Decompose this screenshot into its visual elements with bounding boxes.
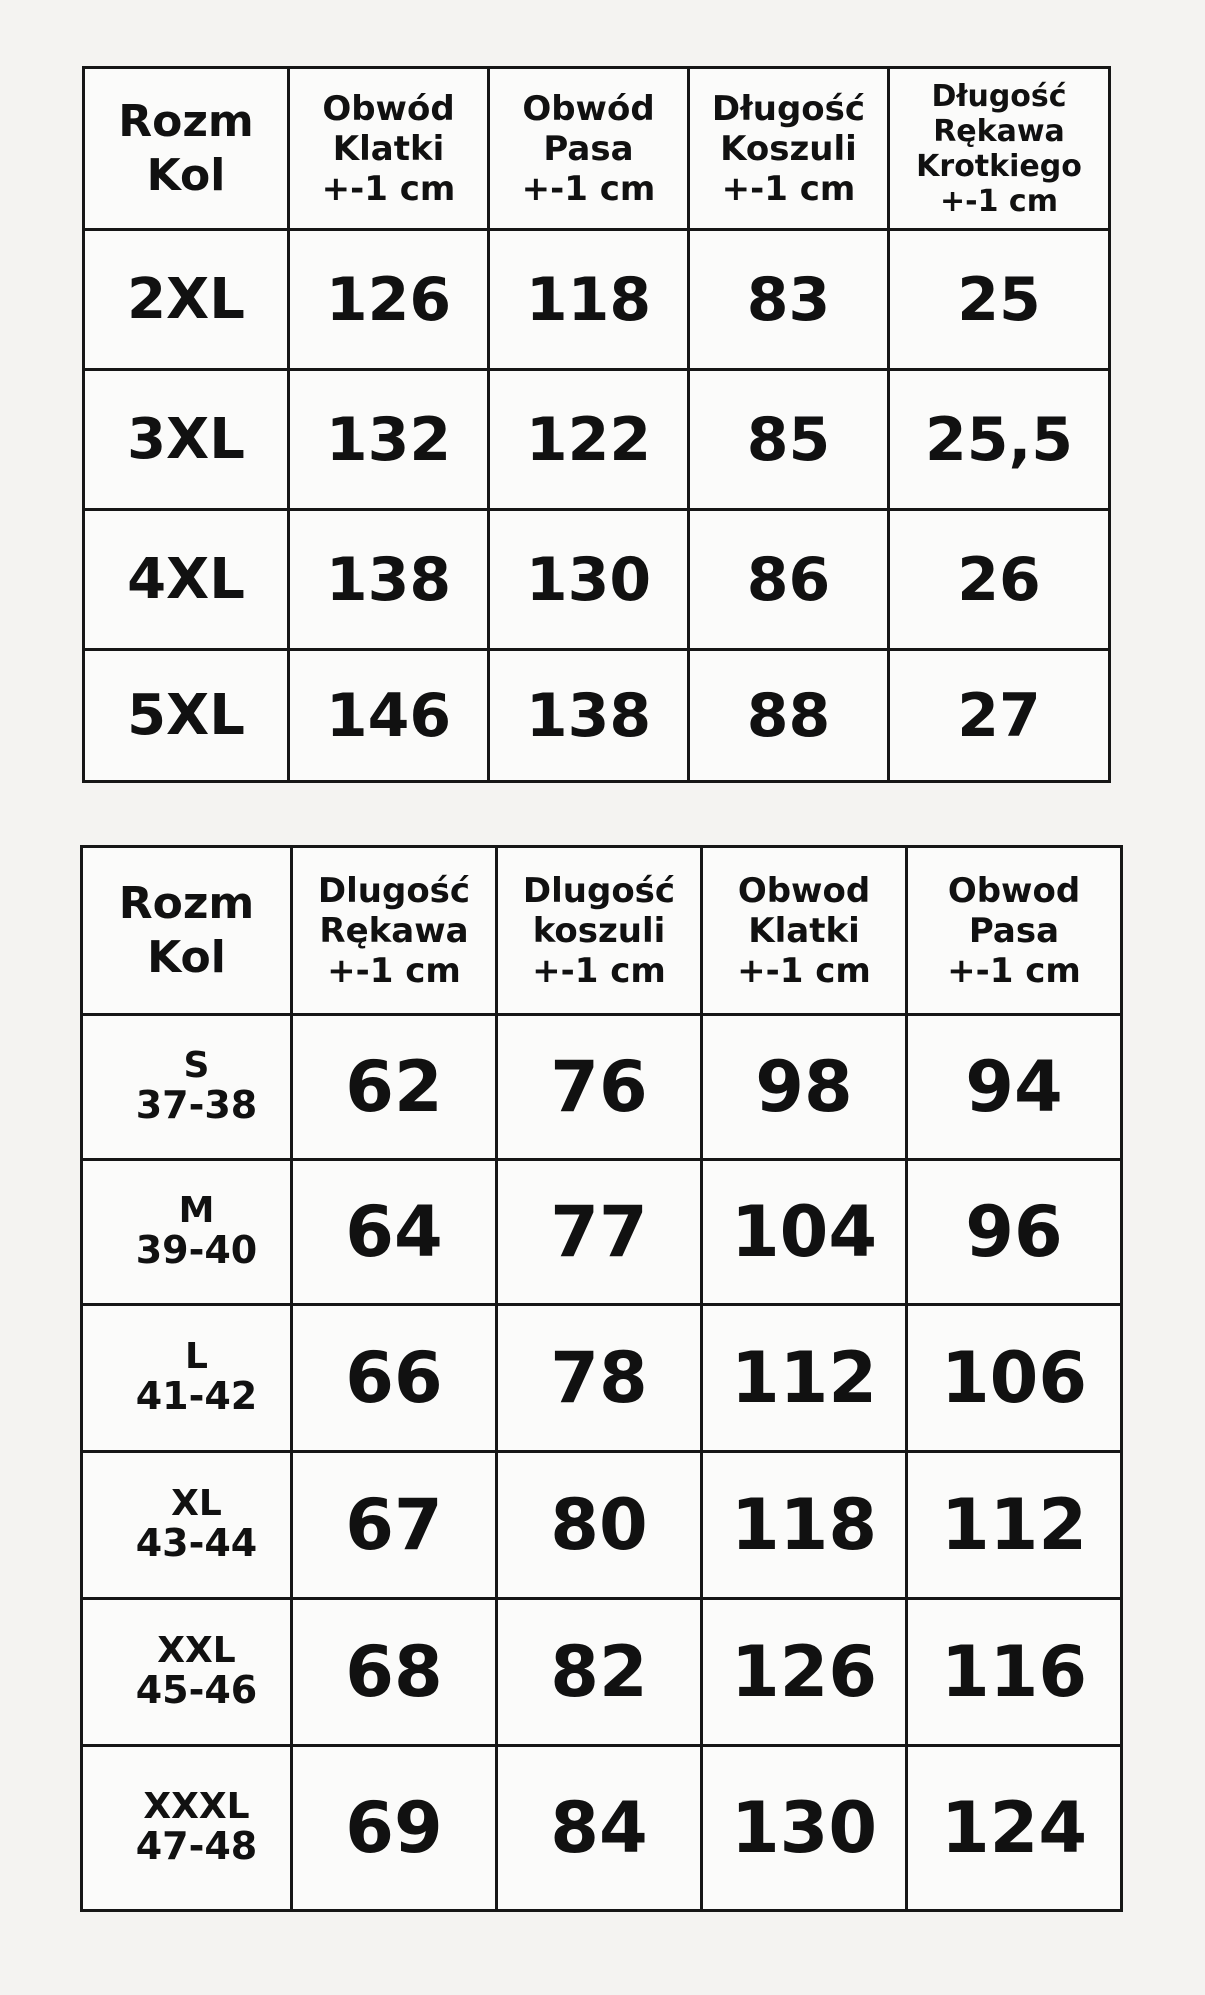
table-row [84,370,1110,510]
sleeve-length-value: 27 [889,650,1110,782]
chest-value: 112 [702,1305,907,1452]
size-collar-cell [82,1305,292,1452]
waist-value: 124 [907,1746,1122,1911]
table-row [84,230,1110,370]
table-header-row [84,68,1110,230]
shirt-length-value: 88 [689,650,889,782]
chest-value: 138 [289,510,489,650]
size-table-standard [80,845,1123,1912]
header-waist-circumference: Obwód Pasa +-1 cm [489,68,689,230]
header-size-collar: Rozm Kol [82,847,292,1015]
size-cell: 4XL [84,510,289,650]
chest-value: 118 [702,1452,907,1599]
sleeve-length-value: 68 [292,1599,497,1746]
table-row [84,650,1110,782]
header-chest-circumference: Obwod Klatki +-1 cm [702,847,907,1015]
table-row [82,1452,1122,1599]
chest-value: 146 [289,650,489,782]
header-short-sleeve-length: Długość Rękawa Krotkiego +-1 cm [889,68,1110,230]
size-collar-cell [82,1599,292,1746]
waist-value: 112 [907,1452,1122,1599]
header-chest-circumference: Obwód Klatki +-1 cm [289,68,489,230]
size-cell: 5XL [84,650,289,782]
header-sleeve-length: Dlugość Rękawa +-1 cm [292,847,497,1015]
sleeve-length-value: 26 [889,510,1110,650]
sleeve-length-value: 67 [292,1452,497,1599]
chest-value: 98 [702,1015,907,1160]
chest-value: 132 [289,370,489,510]
shirt-length-value: 84 [497,1746,702,1911]
table-row [82,1160,1122,1305]
sleeve-length-value: 69 [292,1746,497,1911]
size-collar-cell [82,1452,292,1599]
shirt-length-value: 86 [689,510,889,650]
collar-range: 47-48 [135,1824,258,1868]
header-shirt-length: Długość Koszuli +-1 cm [689,68,889,230]
header-shirt-length: Dlugość koszuli +-1 cm [497,847,702,1015]
chest-value: 126 [289,230,489,370]
shirt-length-value: 78 [497,1305,702,1452]
chest-value: 130 [702,1746,907,1911]
size-label: M [178,1190,215,1231]
size-cell: 2XL [84,230,289,370]
waist-value: 116 [907,1599,1122,1746]
table-row [82,1599,1122,1746]
collar-range: 43-44 [135,1521,258,1565]
shirt-length-value: 83 [689,230,889,370]
size-cell: 3XL [84,370,289,510]
waist-value: 130 [489,510,689,650]
waist-value: 118 [489,230,689,370]
size-collar-cell [82,1160,292,1305]
size-label: XXXL [143,1786,250,1827]
size-collar-cell [82,1015,292,1160]
table-row [82,1015,1122,1160]
header-size-collar: Rozm Kol [84,68,289,230]
waist-value: 94 [907,1015,1122,1160]
size-label: S [183,1045,210,1086]
shirt-length-value: 85 [689,370,889,510]
shirt-length-value: 77 [497,1160,702,1305]
size-table-large [82,66,1111,783]
sleeve-length-value: 25 [889,230,1110,370]
size-label: XXL [157,1630,236,1671]
shirt-length-value: 76 [497,1015,702,1160]
collar-range: 45-46 [135,1668,258,1712]
table-header-row [82,847,1122,1015]
chest-value: 104 [702,1160,907,1305]
sleeve-length-value: 25,5 [889,370,1110,510]
waist-value: 106 [907,1305,1122,1452]
shirt-length-value: 82 [497,1599,702,1746]
header-waist-circumference: Obwod Pasa +-1 cm [907,847,1122,1015]
sleeve-length-value: 66 [292,1305,497,1452]
waist-value: 122 [489,370,689,510]
chest-value: 126 [702,1599,907,1746]
collar-range: 41-42 [135,1374,258,1418]
shirt-length-value: 80 [497,1452,702,1599]
size-collar-cell [82,1746,292,1911]
table-row [82,1746,1122,1911]
sleeve-length-value: 64 [292,1160,497,1305]
table-row [82,1305,1122,1452]
collar-range: 37-38 [135,1083,258,1127]
waist-value: 96 [907,1160,1122,1305]
table-row [84,510,1110,650]
waist-value: 138 [489,650,689,782]
size-label: XL [171,1483,222,1524]
sleeve-length-value: 62 [292,1015,497,1160]
size-label: L [185,1336,208,1377]
collar-range: 39-40 [135,1228,258,1272]
